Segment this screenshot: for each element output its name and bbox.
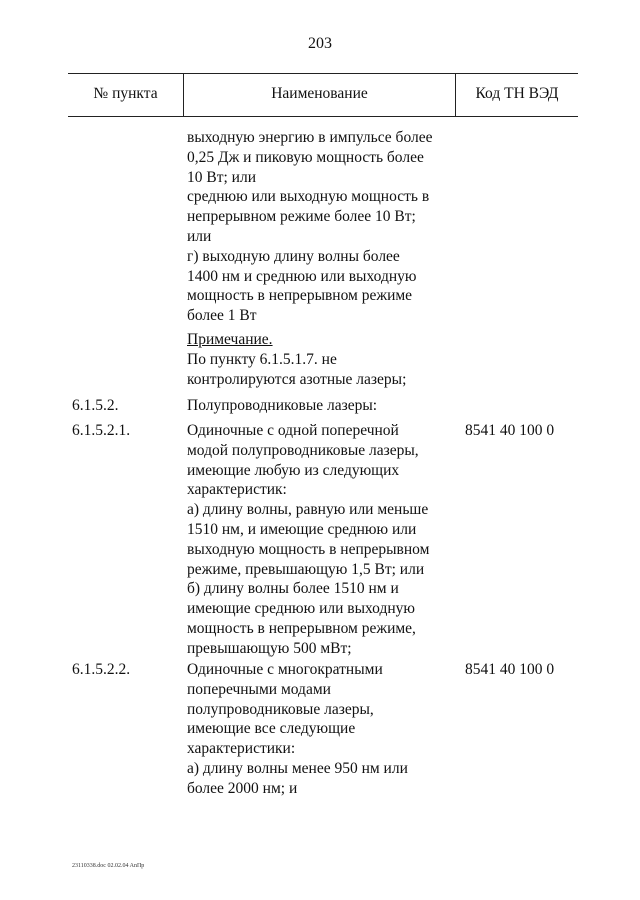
text-line: б) длину волны более 1510 нм и bbox=[187, 580, 399, 598]
note bbox=[187, 330, 455, 389]
text-line: мощность в непрерывном режиме bbox=[187, 287, 413, 305]
text-line: характеристик: bbox=[187, 481, 287, 499]
header-top-rule bbox=[68, 73, 578, 74]
header-code: Код ТН ВЭД bbox=[475, 85, 559, 102]
text-line: или bbox=[187, 227, 212, 245]
row-number: 6.1.5.2. bbox=[72, 397, 119, 414]
row-text bbox=[187, 660, 455, 799]
row-text bbox=[187, 421, 455, 659]
note-title: Примечание. bbox=[187, 331, 273, 348]
text-line: выходную энергию в импульсе более bbox=[187, 129, 433, 146]
header-bottom-rule bbox=[68, 116, 578, 117]
text-line: поперечными модами bbox=[187, 680, 331, 698]
text-line: мощность в непрерывном режиме, bbox=[187, 619, 416, 637]
text-line: характеристики: bbox=[187, 740, 296, 758]
text-line: а) длину волны, равную или меньше bbox=[187, 501, 429, 519]
text-line: 10 Вт; или bbox=[187, 168, 256, 186]
text-line: среднюю или выходную мощность в bbox=[187, 188, 430, 206]
continued-text bbox=[187, 128, 455, 326]
note-line: По пункту 6.1.5.1.7. не bbox=[187, 350, 337, 368]
text-line: имеющие все следующие bbox=[187, 720, 356, 738]
text-line: г) выходную длину волны более bbox=[187, 247, 400, 265]
row-number: 6.1.5.2.2. bbox=[72, 661, 131, 678]
text-line: режиме, превышающую 1,5 Вт; или bbox=[187, 560, 425, 578]
text-line: Полупроводниковые лазеры: bbox=[187, 397, 378, 414]
text-line: 1510 нм, и имеющие среднюю или bbox=[187, 520, 417, 538]
note-line: контролируются азотные лазеры; bbox=[187, 370, 407, 388]
text-line: 1400 нм и среднюю или выходную bbox=[187, 267, 417, 285]
text-line: 0,25 Дж и пиковую мощность более bbox=[187, 148, 424, 166]
text-line: выходную мощность в непрерывном bbox=[187, 540, 430, 558]
header-number: № пункта bbox=[93, 85, 158, 102]
text-line: Одиночные с многократными bbox=[187, 661, 383, 678]
text-line: Одиночные с одной поперечной bbox=[187, 422, 399, 439]
header-name: Наименование bbox=[271, 85, 368, 102]
row-text bbox=[187, 396, 455, 416]
page-number: 203 bbox=[308, 35, 332, 52]
text-line: непрерывном режиме более 10 Вт; bbox=[187, 208, 416, 226]
row-code: 8541 40 100 0 bbox=[465, 661, 555, 678]
row-code: 8541 40 100 0 bbox=[465, 422, 555, 439]
text-line: а) длину волны менее 950 нм или bbox=[187, 759, 408, 777]
text-line: более 1 Вт bbox=[187, 307, 257, 325]
text-line: полупроводниковые лазеры, bbox=[187, 700, 374, 718]
text-line: более 2000 нм; и bbox=[187, 779, 298, 797]
text-line: имеющие любую из следующих bbox=[187, 461, 400, 479]
text-line: превышающую 500 мВт; bbox=[187, 639, 352, 657]
text-line: модой полупроводниковые лазеры, bbox=[187, 441, 419, 459]
row-number: 6.1.5.2.1. bbox=[72, 422, 131, 439]
footer-filename: 23110338.doc 02.02.04 AnПр bbox=[72, 863, 145, 869]
text-line: имеющие среднюю или выходную bbox=[187, 600, 415, 618]
